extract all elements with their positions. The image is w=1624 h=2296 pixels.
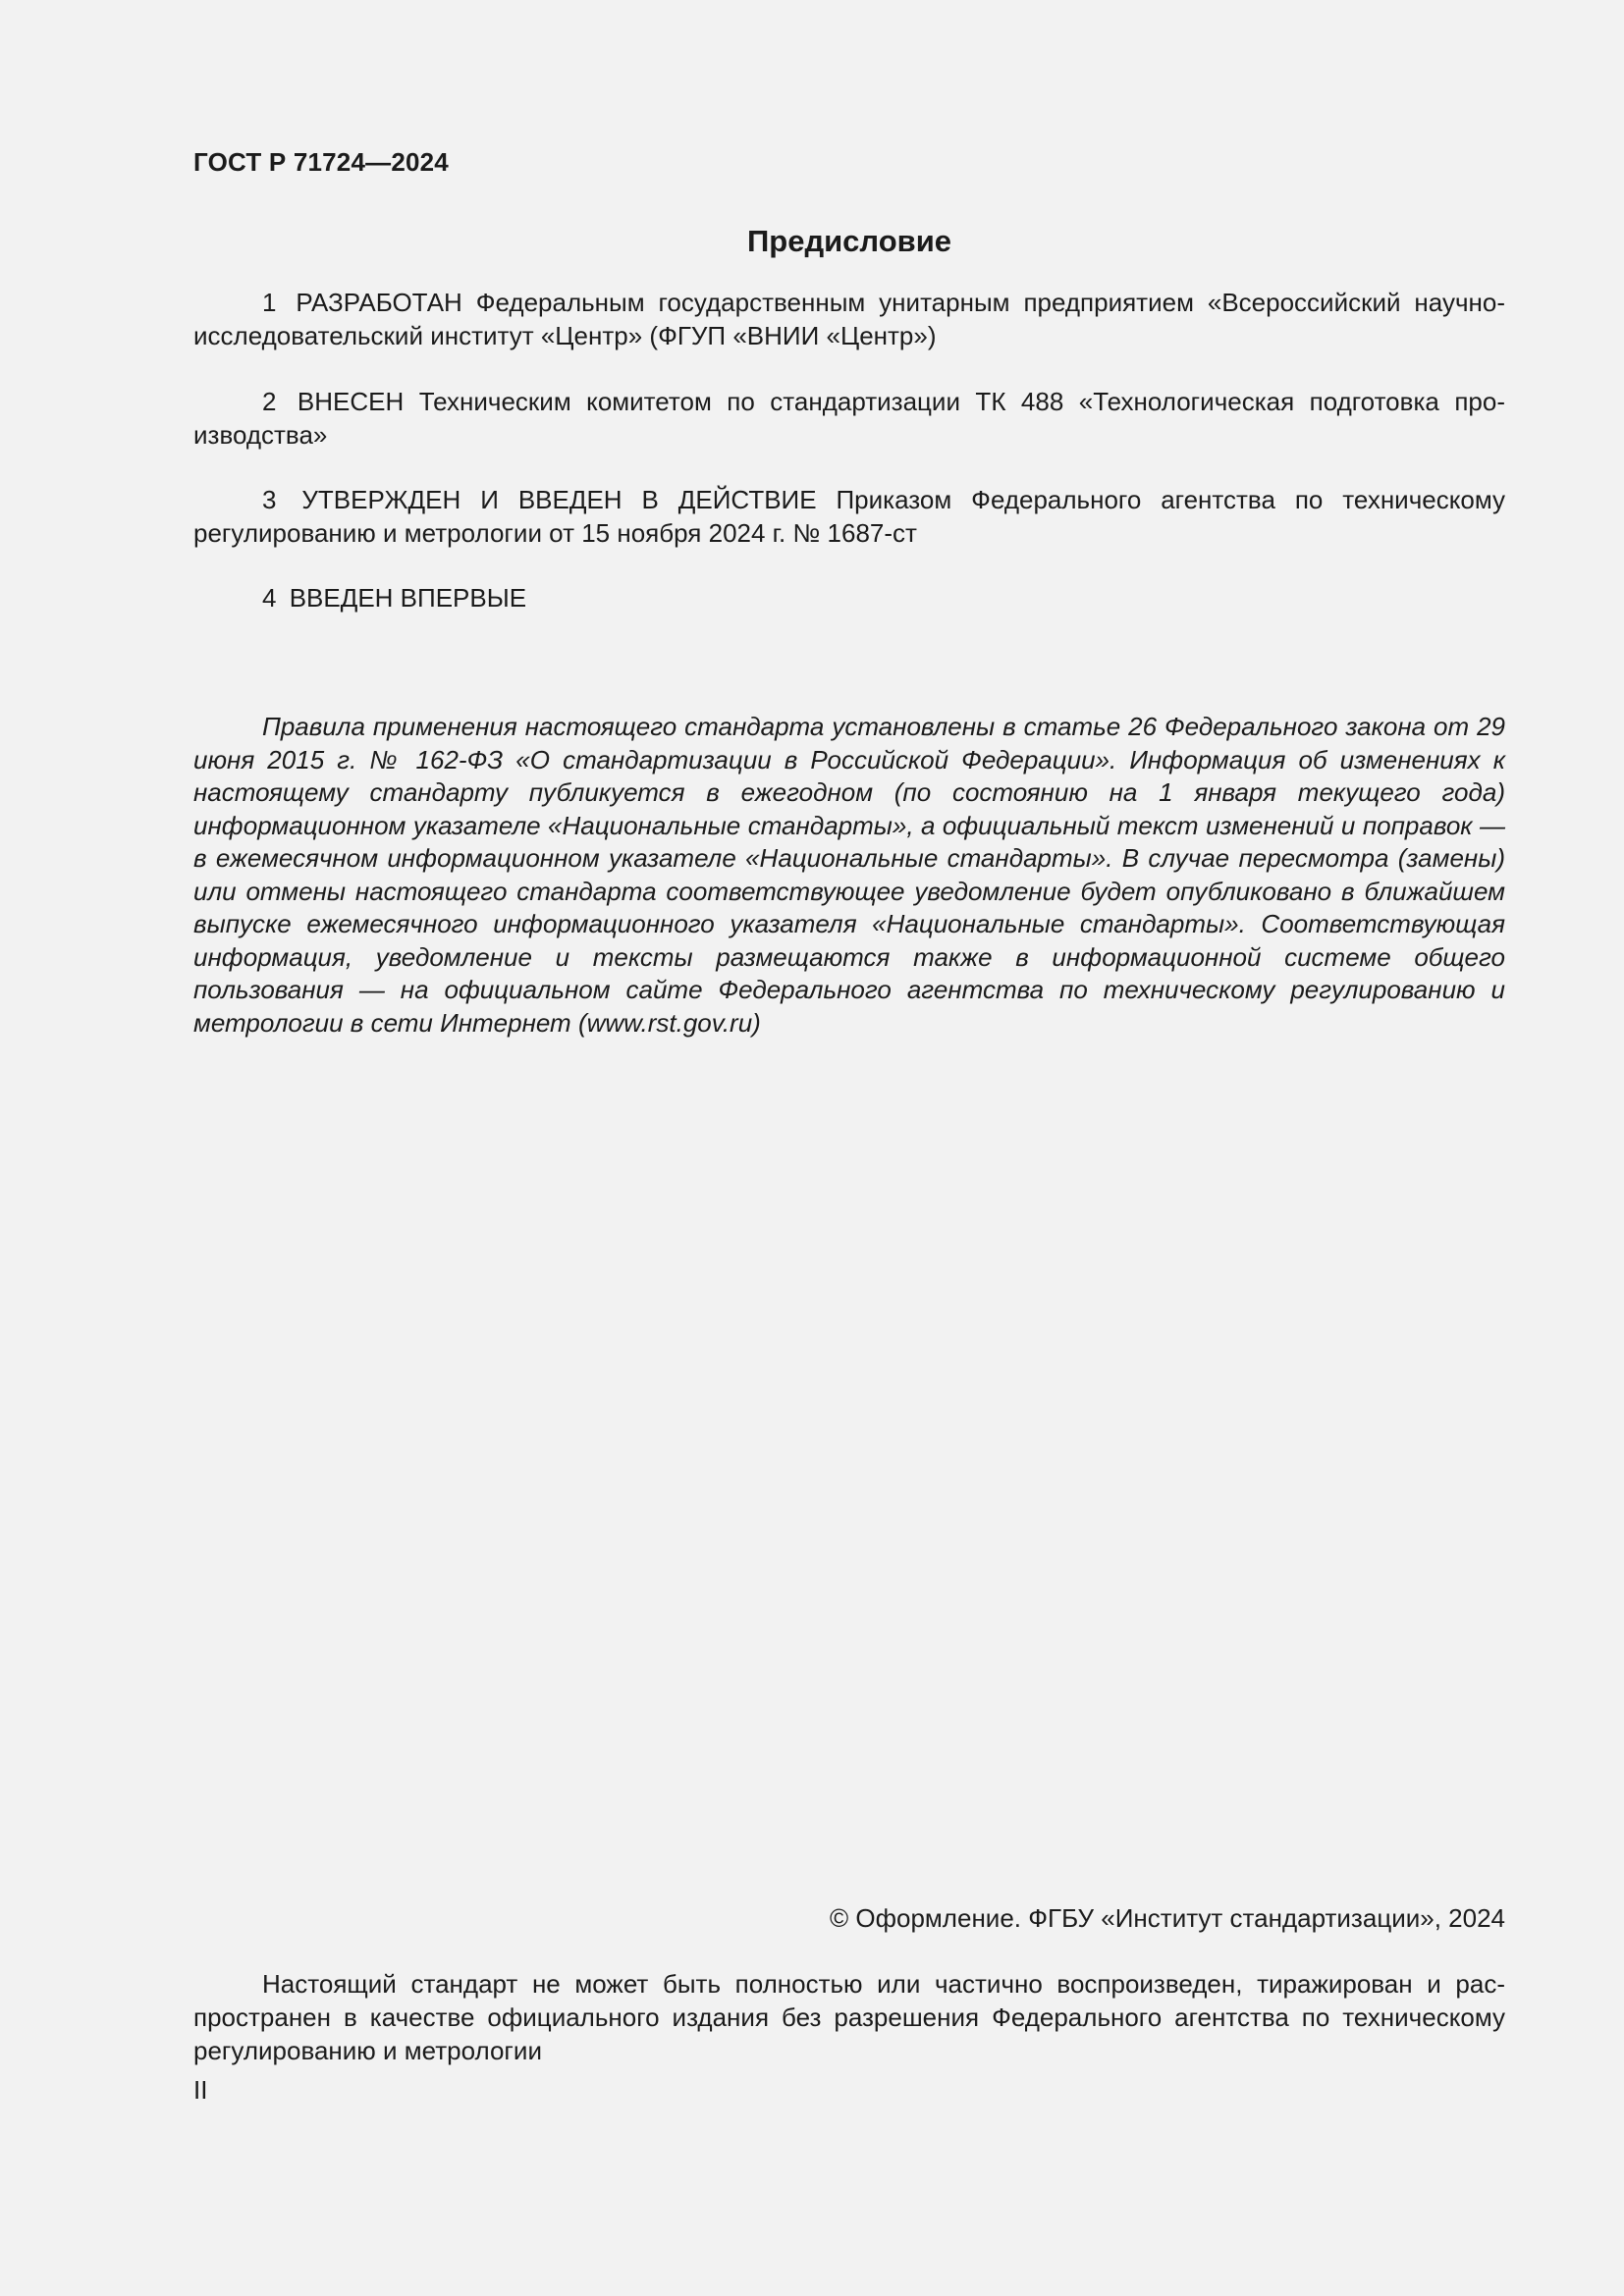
foreword-item-number: 2 [262, 387, 277, 416]
page-number: II [193, 2075, 208, 2105]
foreword-item-number: 3 [262, 485, 277, 514]
document-code: ГОСТ Р 71724—2024 [193, 147, 449, 177]
copyright-notice: © Оформление. ФГБУ «Институт стандартизации», 2024 [830, 1903, 1505, 1933]
page-title: Предисловие [746, 224, 951, 258]
foreword-item-2 [193, 385, 1505, 452]
foreword-item-4 [193, 581, 1505, 614]
application-rules-paragraph: Правила применения настоящего стандарта установлены в статье 26 Федерального закона от 29 июня 2015 г. № 162-ФЗ «О стандартизации в Российской Федерации». Информация об изменениях к настоящему стандарту публикуется в ежегодном (по состоянию на 1 января текущего года) информационном указателе «Национальные стандарты», а официальный текст изменений и поправок — в ежемесячном информационном указателе «Национальные стандарты». В случае пересмотра (замены) или отмены настоящего стандарта соответствующее уведомление будет опубликовано в ближайшем выпуске ежемесячного информационного указателя «Национальные стандарты». Соответствующая информация, уведомление и тексты размещаются также в информационной системе общего пользования — на официальном сайте Федерального агентства по техническому регулированию и метрологии в сети Интернет (www.rst.gov.ru) [193, 712, 1505, 1038]
foreword-item-1 [193, 286, 1505, 352]
foreword-item-3 [193, 483, 1505, 550]
foreword-item-text: ВНЕСЕН Техническим комитетом по стандартизации ТК 488 «Технологическая подготовка производства» [193, 387, 1505, 450]
foreword-item-text: РАЗРАБОТАН Федеральным государственным унитарным предприятием «Всероссийский научно-исследовательский институт «Центр» (ФГУП «ВНИИ «Центр») [193, 288, 1505, 350]
reproduction-notice: Настоящий стандарт не может быть полностью или частично воспроизведен, тиражирован и распространен в качестве официального издания без разрешения Федерального агентства по техническому регулированию и метрологии [193, 1969, 1505, 2065]
foreword-item-number: 1 [262, 288, 277, 317]
foreword-item-number: 4 [262, 583, 277, 613]
foreword-item-text: УТВЕРЖДЕН И ВВЕДЕН В ДЕЙСТВИЕ Приказом Федерального агентства по техническому регулированию и метрологии от 15 ноября 2024 г. № 1687-ст [193, 485, 1505, 548]
foreword-item-text: ВВЕДЕН ВПЕРВЫЕ [289, 583, 527, 613]
